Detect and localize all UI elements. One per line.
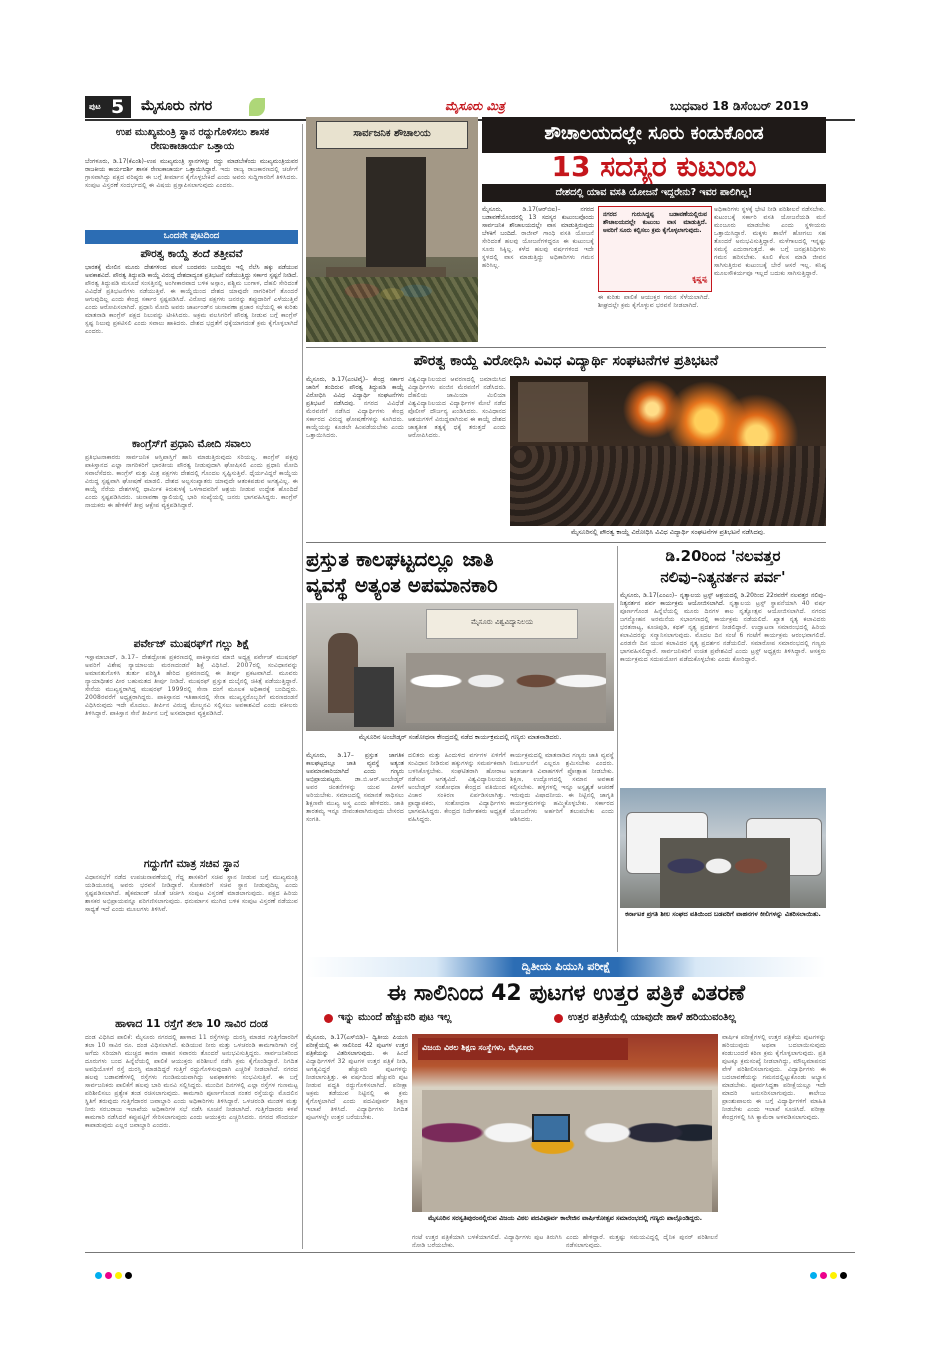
lectern <box>354 667 394 727</box>
exam-body-3: ಎಂದು ಹೇಳಿದ್ದಾರೆ. ಮತ್ತಷ್ಟು ಸಮಯವಿದ್ದಲ್ಲಿ ದೈನಿಕ ಪುನರ್ ಪರಿಶೀಲನೆ ನಡೆಸಲಾಗುವುದು. <box>566 1234 718 1249</box>
left-body-1-filler: ಪೌರತ್ವ ತಿದ್ದುಪಡಿ ಮಸೂದೆ ಸಂಸತ್ತಿನಲ್ಲಿ ಅಂಗೀಕಾರವಾದ ಬಳಿಕ ಅಸ್ಸಾಂ, ಪಶ್ಚಿಮ ಬಂಗಾಳ, ದೆಹಲಿ ಸೇರಿದಂತೆ ವಿವಿಧೆಡೆ ಪ್ರತಿಭಟನೆಗಳು ನಡೆಯುತ್ತಿವೆ. ಈ ಕಾಯ್ದೆಯಿಂದ ದೇಶದ ಯಾವುದೇ ನಾಗರಿಕರಿಗೆ ತೊಂದರೆ ಆಗುವುದಿಲ್ಲ ಎಂದು ಕೇಂದ್ರ ಸರ್ಕಾರ ಸ್ಪಷ್ಟಪಡಿಸಿದೆ. ವಿರೋಧ ಪಕ್ಷಗಳು ಜನರನ್ನು ತಪ್ಪುದಾರಿಗೆ ಎಳೆಯುತ್ತಿವೆ ಎಂದು ಆರೋಪಿಸಲಾಗಿದೆ. ಪ್ರಧಾನಿ ಮೋದಿ ಅವರು ಜಾರ್ಖಂಡ್‌ನ ಚುನಾವಣಾ ಪ್ರಚಾರ ಸಭೆಯಲ್ಲಿ ಈ ಕುರಿತು ಮಾತನಾಡಿ ಕಾಂಗ್ರೆಸ್ ಪಕ್ಷದ ನಿಲುವನ್ನು ಟೀಕಿಸಿದರು. ಅಕ್ರಮ ವಲಸಿಗರಿಗೆ ಪೌರತ್ವ ನೀಡುವ ಬಗ್ಗೆ ಕಾಂಗ್ರೆಸ್ ಸ್ಪಷ್ಟ ನಿಲುವು ಪ್ರಕಟಿಸಲಿ ಎಂದು ಸವಾಲು ಹಾಕಿದರು. ದೇಶದ ಭದ್ರತೆಗೆ ಧಕ್ಕೆಯಾಗದಂತೆ ಕ್ರಮ ಕೈಗೊಳ್ಳಲಾಗಿದೆ ಎಂದರು. <box>85 280 298 335</box>
left-body-1-text: ಭಾರತಕ್ಕೆ ಮೇಲಿನ ಮೂರು ದೇಶಗಳಿಂದ ವಲಸೆ ಬಂದವರು ಬಂದಿದ್ದರು ಇಲ್ಲಿ ನೆಲೆಸಿ ಹಕ್ಕು ಪಡೆಯುವ ಅವಕಾಶವಿದೆ. ಪೌರತ್ವ ತಿದ್ದುಪಡಿ ಕಾಯ್ದೆ ವಿರುದ್ಧ ದೇಶದಾದ್ಯಂತ ಪ್ರತಿಭಟನೆ ನಡೆಯುತ್ತಿದ್ದು ಸರ್ಕಾರ ಸ್ಪಷ್ಟನೆ ನೀಡಿದೆ. <box>85 264 298 279</box>
exam-body-1 <box>306 1034 408 1249</box>
festival-headline-2: ನಲಿವು–ನಿತ್ಯನರ್ತನ ಪರ್ವ' <box>660 568 786 586</box>
top-story-headline-2: 13 ಸದಸ್ಯರ ಕುಟುಂಬ <box>551 150 757 183</box>
caste-caption: ಮೈಸೂರಿನ ಅಂಬೇಡ್ಕರ್ ಸಂಶೋಧನಾ ಕೇಂದ್ರದಲ್ಲಿ ನಡೆದ ಕಾರ್ಯಕ್ರಮದಲ್ಲಿ ಗಣ್ಯರು ಮಾತನಾಡಿದರು. <box>358 733 562 741</box>
palm-leaves <box>306 277 478 342</box>
page-label: ಪುಟ <box>89 102 101 111</box>
exam-body-text: ಮೈಸೂರು, ಡಿ.17(ಎಸ್‌ಬಿಡಿ)– ದ್ವಿತೀಯ ಪಿಯುಸಿ ಪರೀಕ್ಷೆಯಲ್ಲಿ ಈ ಸಾಲಿನಿಂದ 42 ಪುಟಗಳ ಉತ್ತರ ಪತ್ರಿಕೆಯನ್ನು ವಿತರಿಸಲಾಗುವುದು. <box>306 1034 408 1057</box>
top-story-quote-by: ಕೃಷ್ಣಪ್ಪ <box>692 275 707 283</box>
top-story-rule <box>306 347 826 348</box>
caste-event-photo <box>306 603 614 731</box>
laptop-screen <box>532 1114 570 1142</box>
top-story-quote-box <box>598 206 712 292</box>
continued-banner <box>85 230 298 244</box>
left-top-body-text: ಬೆಂಗಳೂರು, ಡಿ.17(ಕೆಎಂಶಿ)–ಉಪ ಮುಖ್ಯಮಂತ್ರಿ ಸ್ಥಾನಗಳನ್ನು ರದ್ದು ಮಾಡಬೇಕೆಂದು ಮುಖ್ಯಮಂತ್ರಿಯವರ ರಾಜಕೀಯ ಕಾರ್ಯದರ್ಶಿ ಶಾಸಕ ರೇಣುಕಾಚಾರ್ಯ ಒತ್ತಾಯಿಸಿದ್ದಾರೆ. <box>85 158 298 173</box>
top-story-body-1 <box>482 206 594 346</box>
left-body-1 <box>85 264 298 434</box>
protest-body-1 <box>306 376 404 538</box>
festival-body-filler: ನೃತ್ಯಾಲಯ ಟ್ರಸ್ಟ್ ಸ್ಥಾಪನೆಯಾಗಿ 40 ವರ್ಷ ಪೂರ್ಣಗೊಂಡ ಹಿನ್ನೆಲೆಯಲ್ಲಿ ಮೂರು ದಿನಗಳ ಕಾಲ ನೃತ್ಯೋತ್ಸವ ಆಯೋಜಿಸಲಾಗಿದೆ. ನಗರದ ಜಗನ್ಮೋಹನ ಅರಮನೆಯ ಸಭಾಂಗಣದಲ್ಲಿ ಕಾರ್ಯಕ್ರಮ ನಡೆಯಲಿದೆ. ಖ್ಯಾತ ನೃತ್ಯ ಕಲಾವಿದರು ಭರತನಾಟ್ಯ, ಕೂಚಿಪುಡಿ, ಕಥಕ್ ನೃತ್ಯ ಪ್ರದರ್ಶನ ನೀಡಲಿದ್ದಾರೆ. ಉದ್ಘಾಟನಾ ಸಮಾರಂಭದಲ್ಲಿ ಹಿರಿಯ ಕಲಾವಿದರನ್ನು ಸನ್ಮಾನಿಸಲಾಗುವುದು. ಮೊದಲ ದಿನ ಸಂಜೆ 6 ಗಂಟೆಗೆ ಕಾರ್ಯಕ್ರಮ ಆರಂಭವಾಗಲಿದೆ. ಎರಡನೇ ದಿನ ಯುವ ಕಲಾವಿದರ ನೃತ್ಯ ಪ್ರದರ್ಶನ ನಡೆಯಲಿದೆ. ಸಮಾರೋಪ ಸಮಾರಂಭದಲ್ಲಿ ಗಣ್ಯರು ಭಾಗವಹಿಸಲಿದ್ದಾರೆ. ಸಾರ್ವಜನಿಕರಿಗೆ ಉಚಿತ ಪ್ರವೇಶವಿದೆ ಎಂದು ಟ್ರಸ್ಟ್ ಅಧ್ಯಕ್ಷರು ತಿಳಿಸಿದ್ದಾರೆ. ಆಸಕ್ತರು ಕಾರ್ಯಕ್ರಮದ ಸದುಪಯೋಗ ಪಡೆದುಕೊಳ್ಳಬೇಕು ಎಂದು ಕೋರಿದ್ದಾರೆ. <box>620 600 826 663</box>
left-body-5: ದಂಡ ವಿಧಿಸಿದ ಪಾಲಿಕೆ: ಮೈಸೂರು ನಗರದಲ್ಲಿ ಹಾಳಾದ 11 ರಸ್ತೆಗಳನ್ನು ದುರಸ್ತಿ ಮಾಡದ ಗುತ್ತಿಗೆದಾರರಿಗೆ ತಲಾ 10 ಸಾವಿರ ರೂ. ದಂಡ ವಿಧಿಸಲಾಗಿದೆ. ಕುಡಿಯುವ ನೀರು ಮತ್ತು ಒಳಚರಂಡಿ ಕಾಮಗಾರಿಗಾಗಿ ರಸ್ತೆ ಅಗೆದು ಸರಿಯಾಗಿ ಮುಚ್ಚದ ಕಾರಣ ವಾಹನ ಸವಾರರು ತೊಂದರೆ ಅನುಭವಿಸುತ್ತಿದ್ದರು. ಸಾರ್ವಜನಿಕರಿಂದ ದೂರುಗಳು ಬಂದ ಹಿನ್ನೆಲೆಯಲ್ಲಿ ಪಾಲಿಕೆ ಆಯುಕ್ತರು ಪರಿಶೀಲನೆ ನಡೆಸಿ ಕ್ರಮ ಕೈಗೊಂಡಿದ್ದಾರೆ. ನಿಗದಿತ ಅವಧಿಯೊಳಗೆ ರಸ್ತೆ ದುರಸ್ತಿ ಮಾಡದಿದ್ದರೆ ಗುತ್ತಿಗೆ ರದ್ದುಗೊಳಿಸುವುದಾಗಿ ಎಚ್ಚರಿಕೆ ನೀಡಲಾಗಿದೆ. ನಗರದ ಹಲವು ಬಡಾವಣೆಗಳಲ್ಲಿ ರಸ್ತೆಗಳು ಗುಂಡಿಮಯವಾಗಿದ್ದು ಅಪಘಾತಗಳು ಸಂಭವಿಸುತ್ತಿವೆ. ಈ ಬಗ್ಗೆ ಸಾರ್ವಜನಿಕರು ಪಾಲಿಕೆಗೆ ಹಲವು ಬಾರಿ ಮನವಿ ಸಲ್ಲಿಸಿದ್ದರು. ಮುಂದಿನ ದಿನಗಳಲ್ಲಿ ಎಲ್ಲಾ ರಸ್ತೆಗಳ ಗುಣಮಟ್ಟ ಪರಿಶೀಲಿಸಲು ಪ್ರತ್ಯೇಕ ತಂಡ ರಚಿಸಲಾಗುವುದು. ಕಾಮಗಾರಿ ಪೂರ್ಣಗೊಂಡ ನಂತರ ರಸ್ತೆಯನ್ನು ಮೊದಲಿನ ಸ್ಥಿತಿಗೆ ತರುವುದು ಗುತ್ತಿಗೆದಾರರ ಜವಾಬ್ದಾರಿ ಎಂದು ಅಧಿಕಾರಿಗಳು ತಿಳಿಸಿದ್ದಾರೆ. ಒಳಚರಂಡಿ ಮಂಡಳಿ ಮತ್ತು ನೀರು ಸರಬರಾಜು ಇಲಾಖೆಯ ಅಧಿಕಾರಿಗಳ ಸಭೆ ನಡೆಸಿ ಸೂಚನೆ ನೀಡಲಾಗಿದೆ. ಗುತ್ತಿಗೆದಾರರು ಕಳಪೆ ಕಾಮಗಾರಿ ನಡೆಸಿದರೆ ಕಪ್ಪುಪಟ್ಟಿಗೆ ಸೇರಿಸಲಾಗುವುದು ಎಂದು ಆಯುಕ್ತರು ಎಚ್ಚರಿಸಿದರು. ನಗರದ ಸೌಂದರ್ಯ ಕಾಪಾಡುವುದು ಎಲ್ಲರ ಜವಾಬ್ದಾರಿ ಎಂದರು. <box>85 1034 298 1129</box>
caste-body-2: ದಲಿತರು ಮತ್ತು ಹಿಂದುಳಿದ ವರ್ಗಗಳ ಏಳಿಗೆಗೆ ಸಂವಿಧಾನ ನೀಡಿರುವ ಹಕ್ಕುಗಳನ್ನು ಸಮರ್ಪಕವಾಗಿ ಬಳಸಿಕೊಳ್ಳಬೇಕು. ಸಂಘಟಿತರಾಗಿ ಹೋರಾಟ ನಡೆಸುವ ಅಗತ್ಯವಿದೆ. ವಿಶ್ವವಿದ್ಯಾನಿಲಯದ ಅಂಬೇಡ್ಕರ್ ಸಂಶೋಧನಾ ಕೇಂದ್ರದ ವತಿಯಿಂದ ವಿಚಾರ ಸಂಕಿರಣ ಏರ್ಪಡಿಸಲಾಗಿತ್ತು. ಪ್ರಾಧ್ಯಾಪಕರು, ಸಂಶೋಧನಾ ವಿದ್ಯಾರ್ಥಿಗಳು ಭಾಗವಹಿಸಿದ್ದರು. ಕೇಂದ್ರದ ನಿರ್ದೇಶಕರು ಅಧ್ಯಕ್ಷತೆ ವಹಿಸಿದ್ದರು. <box>408 752 506 823</box>
vehicle-handover-photo <box>620 788 826 908</box>
bullet-2-dot <box>554 1014 563 1023</box>
reg-dot-cyan <box>810 1272 817 1279</box>
exam-photo-banner <box>418 1038 628 1060</box>
left-body-2: ಪ್ರತಿಭಟನಾಕಾರರು ಸಾರ್ವಜನಿಕ ಆಸ್ತಿಪಾಸ್ತಿಗೆ ಹಾನಿ ಮಾಡುತ್ತಿರುವುದು ಸರಿಯಲ್ಲ. ಕಾಂಗ್ರೆಸ್ ಪಕ್ಷವು ಪಾಕಿಸ್ತಾನದ ಎಲ್ಲಾ ನಾಗರಿಕರಿಗೆ ಭಾರತೀಯ ಪೌರತ್ವ ನೀಡುವುದಾಗಿ ಘೋಷಿಸಲಿ ಎಂದು ಪ್ರಧಾನಿ ಮೋದಿ ಸವಾಲೆಸೆದರು. ಕಾಂಗ್ರೆಸ್ ಮತ್ತು ಮಿತ್ರ ಪಕ್ಷಗಳು ದೇಶದಲ್ಲಿ ಗೊಂದಲ ಸೃಷ್ಟಿಸುತ್ತಿವೆ. ಧೈರ್ಯವಿದ್ದರೆ ಕಾಯ್ದೆಯ ವಿರುದ್ಧ ಸ್ಪಷ್ಟವಾಗಿ ಘೋಷಣೆ ಮಾಡಲಿ. ದೇಶದ ಅಲ್ಪಸಂಖ್ಯಾತರು ಯಾವುದೇ ಆತಂಕಪಡುವ ಅಗತ್ಯವಿಲ್ಲ. ಈ ಕಾಯ್ದೆ ನೆರೆಯ ದೇಶಗಳಲ್ಲಿ ಧಾರ್ಮಿಕ ಕಿರುಕುಳಕ್ಕೆ ಒಳಗಾದವರಿಗೆ ಆಶ್ರಯ ನೀಡುವ ಉದ್ದೇಶ ಹೊಂದಿದೆ ಎಂದು ಸ್ಪಷ್ಟಪಡಿಸಿದರು. ಚುನಾವಣಾ ರ‍್ಯಾಲಿಯಲ್ಲಿ ಭಾರಿ ಸಂಖ್ಯೆಯಲ್ಲಿ ಜನರು ಭಾಗವಹಿಸಿದ್ದರು. ಕಾಂಗ್ರೆಸ್ ನಾಯಕರು ಈ ಹೇಳಿಕೆಗೆ ತೀವ್ರ ಆಕ್ಷೇಪ ವ್ಯಕ್ತಪಡಿಸಿದ್ದಾರೆ. <box>85 454 298 509</box>
top-story-headline-1: ಶೌಚಾಲಯದಲ್ಲೇ ಸೂರು ಕಂಡುಕೊಂಡ <box>544 123 764 144</box>
exam-caption: ಮೈಸೂರಿನ ಸರಸ್ವತಿಪುರಂನಲ್ಲಿರುವ ವಿಜಯ ವಿಠಲ ಪದವಿಪೂರ್ವ ಕಾಲೇಜಿನ ವಾರ್ಷಿಕೋತ್ಸವ ಸಮಾರಂಭದಲ್ಲಿ ಗಣ್ಯರು ಪಾಲ್ಗೊಂಡಿದ್ದರು. <box>427 1214 703 1222</box>
top-story-body-3: ಅಧಿಕಾರಿಗಳು ಸ್ಥಳಕ್ಕೆ ಭೇಟಿ ನೀಡಿ ಪರಿಶೀಲನೆ ನಡೆಸಬೇಕು. ಕುಟುಂಬಕ್ಕೆ ಸರ್ಕಾರಿ ವಸತಿ ಯೋಜನೆಯಡಿ ಮನೆ ಮಂಜೂರು ಮಾಡಬೇಕು ಎಂದು ಸ್ಥಳೀಯರು ಒತ್ತಾಯಿಸಿದ್ದಾರೆ. ಮಕ್ಕಳು ಶಾಲೆಗೆ ಹೋಗಲು ಸಹ ತೊಂದರೆ ಅನುಭವಿಸುತ್ತಿದ್ದಾರೆ. ಮಳೆಗಾಲದಲ್ಲಿ ಇನ್ನಷ್ಟು ಸಮಸ್ಯೆ ಎದುರಾಗುತ್ತದೆ. ಈ ಬಗ್ಗೆ ಜನಪ್ರತಿನಿಧಿಗಳು ಗಮನ ಹರಿಸಬೇಕು. ಕೂಲಿ ಕೆಲಸ ಮಾಡಿ ಜೀವನ ಸಾಗಿಸುತ್ತಿರುವ ಕುಟುಂಬಕ್ಕೆ ಬೇರೆ ಆಸರೆ ಇಲ್ಲ. ಕನಿಷ್ಠ ಮೂಲಸೌಕರ್ಯವೂ ಇಲ್ಲದೆ ಬದುಕು ಸಾಗಿಸುತ್ತಿದ್ದಾರೆ. <box>714 206 826 277</box>
protest-caption: ಮೈಸೂರಿನಲ್ಲಿ ಪೌರತ್ವ ಕಾಯ್ದೆ ವಿರೋಧಿಸಿ ವಿವಿಧ ವಿದ್ಯಾರ್ಥಿ ಸಂಘಟನೆಗಳ ಪ್ರತಿಭಟನೆ ನಡೆಸಿದವು. <box>570 528 766 536</box>
protest-building <box>518 382 588 442</box>
top-story-quote: ನಗರದ ಗುರುಸಿದ್ದಪ್ಪ ಬಡಾವಣೆಯಲ್ಲಿರುವ ಶೌಚಾಲಯದಲ್ಲೇ ಕುಟುಂಬ ವಾಸ ಮಾಡುತ್ತಿದೆ. ಅವರಿಗೆ ಸೂರು ಕಲ್ಪಿಸಲು ಕ್ರಮ ಕೈಗೊಳ್ಳಲಾಗುವುದು. <box>603 211 707 234</box>
reg-dot-yellow <box>830 1272 837 1279</box>
reg-dot-black <box>840 1272 847 1279</box>
festival-caption: ಕರ್ನಾಟಕ ಪ್ರಗತಿ ಶೀಲ ಸಂಘದ ವತಿಯಿಂದ ಬಡವರಿಗೆ ವಾಹನಗಳ ಕೀಲಿಗಳನ್ನು ವಿತರಿಸಲಾಯಿತು. <box>625 910 821 918</box>
stage-banner-text: ಮೈಸೂರು ವಿಶ್ವವಿದ್ಯಾನಿಲಯ <box>470 618 533 626</box>
top-story-body-filler-1: ರಾಜೀವ್ ಗಾಂಧಿ ವಸತಿ ಯೋಜನೆ ಸೇರಿದಂತೆ ಹಲವು ಯೋಜನೆಗಳಿದ್ದರೂ ಈ ಕುಟುಂಬಕ್ಕೆ ಸೂರು ಸಿಕ್ಕಿಲ್ಲ. ಕಳೆದ ಹಲವು ವರ್ಷಗಳಿಂದ ಇದೇ ಸ್ಥಳದಲ್ಲಿ ವಾಸ ಮಾಡುತ್ತಿದ್ದು ಅಧಿಕಾರಿಗಳು ಗಮನ ಹರಿಸಿಲ್ಲ. <box>482 230 594 269</box>
continued-banner-label: ಒಂದನೇ ಪುಟದಿಂದ <box>163 231 220 241</box>
top-story-body-text: ಮೈಸೂರು, ಡಿ.17(ಆರ್‌ಬಿಐ)– ನಗರದ ಬಡಾವಣೆಯೊಂದರಲ್ಲಿ 13 ಸದಸ್ಯರ ಕುಟುಂಬವೊಂದು ಸಾರ್ವಜನಿಕ ಶೌಚಾಲಯದಲ್ಲೇ ವಾಸ ಮಾಡುತ್ತಿರುವುದು ಬೆಳಕಿಗೆ ಬಂದಿದೆ. <box>482 206 594 237</box>
toilet-sign-text: ಸಾರ್ವಜನಿಕ ಶೌಚಾಲಯ <box>353 128 431 139</box>
registration-marks-left <box>95 1272 135 1282</box>
left-subhead-2: ಕಾಂಗ್ರೆಸ್‌ಗೆ ಪ್ರಧಾನಿ ಮೋದಿ ಸವಾಲು <box>131 438 252 450</box>
protest-body-2: ವಿಶ್ವವಿದ್ಯಾನಿಲಯದ ಆವರಣದಲ್ಲಿ ಜಮಾಯಿಸಿದ ವಿದ್ಯಾರ್ಥಿಗಳು ಪಂಜಿನ ಮೆರವಣಿಗೆ ನಡೆಸಿದರು. ದೆಹಲಿಯ ಜಾಮಿಯಾ ಮಿಲಿಯಾ ವಿಶ್ವವಿದ್ಯಾನಿಲಯದ ವಿದ್ಯಾರ್ಥಿಗಳ ಮೇಲೆ ನಡೆದ ಪೊಲೀಸ್ ದೌರ್ಜನ್ಯ ಖಂಡಿಸಿದರು. ಸಂವಿಧಾನದ ಆಶಯಗಳಿಗೆ ವಿರುದ್ಧವಾಗಿರುವ ಈ ಕಾಯ್ದೆ ದೇಶದ ಜಾತ್ಯತೀತ ತತ್ವಕ್ಕೆ ಧಕ್ಕೆ ತರುತ್ತದೆ ಎಂದು ಆರೋಪಿಸಿದರು. <box>408 376 506 439</box>
left-column <box>85 124 298 1224</box>
toilet-family-photo <box>306 117 478 342</box>
protest-headline: ಪೌರತ್ವ ಕಾಯ್ದೆ ವಿರೋಧಿಸಿ ವಿವಿಧ ವಿದ್ಯಾರ್ಥಿ ಸಂಘಟನೆಗಳ ಪ್ರತಿಭಟನೆ <box>413 353 719 369</box>
caste-body-text: ಮೈಸೂರು, ಡಿ.17– ಪ್ರಸ್ತುತ ಜಾಗತಿಕ ಕಾಲಘಟ್ಟದಲ್ಲೂ ಜಾತಿ ವ್ಯವಸ್ಥೆ ಅತ್ಯಂತ ಅಪಮಾನಕಾರಿಯಾಗಿದೆ ಎಂದು ಗಣ್ಯರು ಅಭಿಪ್ರಾಯಪಟ್ಟರು. <box>306 752 404 783</box>
left-top-body-filler: ಇದು ರಾಜ್ಯ ರಾಜಕಾರಣದಲ್ಲಿ ಚರ್ಚೆಗೆ ಗ್ರಾಸವಾಗಿದ್ದು ಪಕ್ಷದ ವರಿಷ್ಠರು ಈ ಬಗ್ಗೆ ತೀರ್ಮಾನ ಕೈಗೊಳ್ಳಬೇಕಿದೆ ಎಂದು ಅವರು ಸುದ್ದಿಗಾರರಿಗೆ ತಿಳಿಸಿದರು. ಸಂಪುಟ ವಿಸ್ತರಣೆ ಸಂದರ್ಭದಲ್ಲಿ ಈ ವಿಷಯ ಪ್ರಸ್ತಾಪಿಸಲಾಗುವುದು ಎಂದರು. <box>85 166 298 189</box>
protest-body-text: ಮೈಸೂರು, ಡಿ.17(ಎಂಟಿವೈ)– ಕೇಂದ್ರ ಸರ್ಕಾರ ಜಾರಿಗೆ ತಂದಿರುವ ಪೌರತ್ವ ತಿದ್ದುಪಡಿ ಕಾಯ್ದೆ ವಿರೋಧಿಸಿ ವಿವಿಧ ವಿದ್ಯಾರ್ಥಿ ಸಂಘಟನೆಗಳು ಪ್ರತಿಭಟನೆ ನಡೆಸಿದವು. <box>306 376 404 407</box>
protest-headline-bar <box>306 350 826 372</box>
page-number-badge <box>85 96 131 118</box>
bullet-1-dot <box>324 1014 333 1023</box>
caste-headline-1: ಪ್ರಸ್ತುತ ಕಾಲಘಟ್ಟದಲ್ಲೂ ಜಾತಿ <box>306 547 494 571</box>
exam-body-4: ವಾರ್ಷಿಕ ಪರೀಕ್ಷೆಗಳಲ್ಲಿ ಉತ್ತರ ಪತ್ರಿಕೆಯ ಪುಟಗಳನ್ನು ಹರಿಯುವುದು ಅಥವಾ ಬದಲಾಯಿಸುವುದು ಕಂಡುಬಂದರೆ ಕಠಿಣ ಕ್ರಮ ಕೈಗೊಳ್ಳಲಾಗುವುದು. ಪ್ರತಿ ಪುಟಕ್ಕೂ ಕ್ರಮಸಂಖ್ಯೆ ನೀಡಲಾಗಿದ್ದು, ಮೌಲ್ಯಮಾಪನದ ವೇಳೆ ಪರಿಶೀಲಿಸಲಾಗುವುದು. ವಿದ್ಯಾರ್ಥಿಗಳು ಈ ಬದಲಾವಣೆಯನ್ನು ಗಮನದಲ್ಲಿಟ್ಟುಕೊಂಡು ಅಭ್ಯಾಸ ಮಾಡಬೇಕು. ಪೂರ್ವಸಿದ್ಧತಾ ಪರೀಕ್ಷೆಯಲ್ಲೂ ಇದೇ ಮಾದರಿ ಅನುಸರಿಸಲಾಗುವುದು. ಕಾಲೇಜು ಪ್ರಾಂಶುಪಾಲರು ಈ ಬಗ್ಗೆ ವಿದ್ಯಾರ್ಥಿಗಳಿಗೆ ಮಾಹಿತಿ ನೀಡಬೇಕು ಎಂದು ಇಲಾಖೆ ಸೂಚಿಸಿದೆ. ಪರೀಕ್ಷಾ ಕೇಂದ್ರಗಳಲ್ಲಿ ಸಿಸಿ ಕ್ಯಾಮೆರಾ ಅಳವಡಿಸಲಾಗುವುದು. <box>722 1034 826 1121</box>
top-story-banner <box>482 117 826 153</box>
left-subhead-4: ಗದ್ದುಗೆಗೆ ಮಾತ್ರ ಸಚಿವ ಸ್ಥಾನ <box>143 858 240 870</box>
page-number: 5 <box>111 96 125 118</box>
caste-body-1 <box>306 752 404 952</box>
left-subhead-3: ಪರ್ವೇಜ್ ಮುಷರಫ್‌ಗೆ ಗಲ್ಲು ಶಿಕ್ಷೆ <box>133 638 250 650</box>
section-decor <box>249 98 265 116</box>
top-story-subheading: ದೇಶದಲ್ಲಿ ಯಾವ ವಸತಿ ಯೋಜನೆ ಇದ್ದರೇನು? ಇವರ ಪಾಲಿಗಿಲ್ಲ! <box>555 187 753 198</box>
reg-dot-magenta <box>105 1272 112 1279</box>
left-subhead-1: ಪೌರತ್ವ ಕಾಯ್ದೆ ತಂದೆ ತತ್ತೀವವೆ <box>140 248 243 260</box>
exam-bullet-2: ಉತ್ತರ ಪತ್ರಿಕೆಯಲ್ಲಿ ಯಾವುದೇ ಹಾಳೆ ಹರಿಯುವಂತಿಲ್ಲ <box>568 1012 736 1023</box>
caste-headline-2: ವ್ಯವಸ್ಥೆ ಅತ್ಯಂತ ಅಪಮಾನಕಾರಿ <box>306 573 498 597</box>
caste-body-filler-1: ಡಾ.ಬಿ.ಆರ್.ಅಂಬೇಡ್ಕರ್ ಅವರ ಚಿಂತನೆಗಳನ್ನು ಯುವ ಪೀಳಿಗೆ ಅರಿಯಬೇಕು. ಸಮಾಜದಲ್ಲಿ ಸಮಾನತೆ ಸಾಧಿಸಲು ಶಿಕ್ಷಣವೇ ಮುಖ್ಯ ಅಸ್ತ್ರ ಎಂದು ಹೇಳಿದರು. ಜಾತಿ ತಾರತಮ್ಯ ಇನ್ನೂ ಜೀವಂತವಾಗಿರುವುದು ಬೇಸರದ ಸಂಗತಿ. <box>306 776 404 823</box>
reg-dot-black <box>125 1272 132 1279</box>
registration-marks-right <box>810 1272 850 1282</box>
section-title: ಮೈಸೂರು ನಗರ <box>141 98 213 114</box>
protest-rule <box>306 542 826 543</box>
caste-body-3: ಕಾರ್ಯಕ್ರಮದಲ್ಲಿ ಮಾತನಾಡಿದ ಗಣ್ಯರು ಜಾತಿ ವ್ಯವಸ್ಥೆ ನಿರ್ಮೂಲನೆಗೆ ಎಲ್ಲರೂ ಶ್ರಮಿಸಬೇಕು ಎಂದರು. ಅಂತರ್ಜಾತಿ ವಿವಾಹಗಳಿಗೆ ಪ್ರೋತ್ಸಾಹ ನೀಡಬೇಕು. ಶಿಕ್ಷಣ, ಉದ್ಯೋಗದಲ್ಲಿ ಸಮಾನ ಅವಕಾಶ ಕಲ್ಪಿಸಬೇಕು. ಹಳ್ಳಿಗಳಲ್ಲಿ ಇನ್ನೂ ಅಸ್ಪೃಶ್ಯತೆ ಆಚರಣೆ ಇರುವುದು ವಿಷಾದನೀಯ. ಈ ನಿಟ್ಟಿನಲ್ಲಿ ಜಾಗೃತಿ ಕಾರ್ಯಕ್ರಮಗಳನ್ನು ಹಮ್ಮಿಕೊಳ್ಳಬೇಕು. ಸರ್ಕಾರದ ಯೋಜನೆಗಳು ಅರ್ಹರಿಗೆ ತಲುಪಬೇಕು ಎಂದು ಆಶಿಸಿದರು. <box>510 752 614 823</box>
exam-body-filler-1: ಈ ಹಿಂದೆ ವಿದ್ಯಾರ್ಥಿಗಳಿಗೆ 32 ಪುಟಗಳ ಉತ್ತರ ಪತ್ರಿಕೆ ನೀಡಿ, ಅಗತ್ಯವಿದ್ದರೆ ಹೆಚ್ಚುವರಿ ಪುಟಗಳನ್ನು ನೀಡಲಾಗುತ್ತಿತ್ತು. ಈ ವರ್ಷದಿಂದ ಹೆಚ್ಚುವರಿ ಪುಟ ನೀಡುವ ಪದ್ಧತಿ ರದ್ದುಗೊಳಿಸಲಾಗಿದೆ. ಪರೀಕ್ಷಾ ಅಕ್ರಮ ತಡೆಯುವ ನಿಟ್ಟಿನಲ್ಲಿ ಈ ಕ್ರಮ ಕೈಗೊಳ್ಳಲಾಗಿದೆ ಎಂದು ಪದವಿಪೂರ್ವ ಶಿಕ್ಷಣ ಇಲಾಖೆ ತಿಳಿಸಿದೆ. ವಿದ್ಯಾರ್ಥಿಗಳು ನಿಗದಿತ ಪುಟಗಳಲ್ಲೇ ಉತ್ತರ ಬರೆಯಬೇಕು. <box>306 1050 408 1121</box>
protest-crowd <box>510 446 826 526</box>
exam-body-2: ಗಂಟೆ ಉತ್ತರ ಪತ್ರಿಕೆಯಾಗಿ ಬಳಕೆಯಾಗಲಿದೆ. ವಿದ್ಯಾರ್ಥಿಗಳು ಪುಟ ತಿರುಗಿಸಿ ನೋಡಿ ಬರೆಯಬೇಕು. <box>412 1234 562 1249</box>
stage-banner <box>426 609 578 639</box>
protest-body-filler-1: ನಗರದ ವಿವಿಧೆಡೆ ಮೆರವಣಿಗೆ ನಡೆಸಿದ ವಿದ್ಯಾರ್ಥಿಗಳು ಕೇಂದ್ರ ಸರ್ಕಾರದ ವಿರುದ್ಧ ಘೋಷಣೆಗಳನ್ನು ಕೂಗಿದರು. ಕಾಯ್ದೆಯನ್ನು ಕೂಡಲೇ ಹಿಂಪಡೆಯಬೇಕು ಎಂದು ಒತ್ತಾಯಿಸಿದರು. <box>306 400 404 439</box>
protest-torch-photo <box>510 376 826 526</box>
top-story-body-2: ಈ ಕುರಿತು ಪಾಲಿಕೆ ಆಯುಕ್ತರ ಗಮನ ಸೆಳೆಯಲಾಗಿದೆ. ಶೀಘ್ರದಲ್ಲೇ ಕ್ರಮ ಕೈಗೊಳ್ಳುವ ಭರವಸೆ ನೀಡಲಾಗಿದೆ. <box>598 294 710 309</box>
left-top-body <box>85 158 298 226</box>
caste-festival-divider <box>617 546 618 952</box>
top-story-subheading-bar <box>482 184 826 202</box>
exam-guests <box>422 1090 712 1212</box>
exam-headline: ಈ ಸಾಲಿನಿಂದ 42 ಪುಟಗಳ ಉತ್ತರ ಪತ್ರಿಕೆ ವಿತರಣೆ <box>387 981 745 1006</box>
left-top-headline: ಉಪ ಮುಖ್ಯಮಂತ್ರಿ ಸ್ಥಾನ ರದ್ದುಗೊಳಿಸಲು ಶಾಸಕ ರೇಣುಕಾಚಾರ್ಯ ಒತ್ತಾಯ <box>115 127 270 152</box>
reg-dot-magenta <box>820 1272 827 1279</box>
left-subhead-5: ಹಾಳಾದ 11 ರಸ್ತೆಗೆ ತಲಾ 10 ಸಾವಿರ ದಂಡ <box>115 1018 268 1030</box>
exam-photo-banner-text: ವಿಜಯ ವಿಠಲ ಶಿಕ್ಷಣ ಸಂಸ್ಥೆಗಳು, ಮೈಸೂರು <box>422 1043 534 1052</box>
toilet-signboard <box>316 121 468 149</box>
exam-event-photo <box>412 1034 718 1212</box>
festival-body <box>620 592 826 782</box>
handover-crowd <box>660 838 790 908</box>
reg-dot-yellow <box>115 1272 122 1279</box>
dais-guests <box>406 653 606 723</box>
paper-name: ಮೈಸೂರು ಮಿತ್ರ <box>445 99 505 113</box>
exam-kicker-bar <box>306 957 826 977</box>
reg-dot-cyan <box>95 1272 102 1279</box>
toilet-doorway <box>366 157 426 277</box>
festival-body-text: ಮೈಸೂರು, ಡಿ.17(ಎಂಎಂ)– ನೃತ್ಯಾಲಯ ಟ್ರಸ್ಟ್ ಆಶ್ರಯದಲ್ಲಿ ಡಿ.20ರಿಂದ 22ರವರೆಗೆ ನಲವತ್ತರ ನಲಿವು–ನಿತ್ಯನರ್ತನ ಪರ್ವ ಕಾರ್ಯಕ್ರಮ ಆಯೋಜಿಸಲಾಗಿದೆ. <box>620 592 826 607</box>
left-column-divider <box>302 124 303 1249</box>
left-body-3: ಇಸ್ಲಾಮಾಬಾದ್, ಡಿ.17– ದೇಶದ್ರೋಹ ಪ್ರಕರಣದಲ್ಲಿ ಪಾಕಿಸ್ತಾನದ ಮಾಜಿ ಅಧ್ಯಕ್ಷ ಪರ್ವೇಜ್ ಮುಷರಫ್ ಅವರಿಗೆ ವಿಶೇಷ ನ್ಯಾಯಾಲಯ ಮರಣದಂಡನೆ ಶಿಕ್ಷೆ ವಿಧಿಸಿದೆ. 2007ರಲ್ಲಿ ಸಂವಿಧಾನವನ್ನು ಅಮಾನತುಗೊಳಿಸಿ ತುರ್ತು ಪರಿಸ್ಥಿತಿ ಹೇರಿದ ಪ್ರಕರಣದಲ್ಲಿ ಈ ತೀರ್ಪು ಪ್ರಕಟವಾಗಿದೆ. ಮೂವರು ನ್ಯಾಯಾಧೀಶರ ಪೀಠ ಬಹುಮತದ ತೀರ್ಪು ನೀಡಿದೆ. ಮುಷರಫ್ ಪ್ರಸ್ತುತ ದುಬೈನಲ್ಲಿ ಚಿಕಿತ್ಸೆ ಪಡೆಯುತ್ತಿದ್ದಾರೆ. ಸೇನೆಯ ಮುಖ್ಯಸ್ಥರಾಗಿದ್ದ ಮುಷರಫ್ 1999ರಲ್ಲಿ ಸೇನಾ ದಂಗೆ ಮೂಲಕ ಅಧಿಕಾರಕ್ಕೆ ಬಂದಿದ್ದರು. 2008ರವರೆಗೆ ಅಧ್ಯಕ್ಷರಾಗಿದ್ದರು. ಪಾಕಿಸ್ತಾನದ ಇತಿಹಾಸದಲ್ಲಿ ಸೇನಾ ಮುಖ್ಯಸ್ಥರೊಬ್ಬರಿಗೆ ಮರಣದಂಡನೆ ವಿಧಿಸಿರುವುದು ಇದೇ ಮೊದಲು. ತೀರ್ಪಿನ ವಿರುದ್ಧ ಮೇಲ್ಮನವಿ ಸಲ್ಲಿಸಲು ಅವಕಾಶವಿದೆ ಎಂದು ವಕೀಲರು ತಿಳಿಸಿದ್ದಾರೆ. ಪಾಕಿಸ್ತಾನ ಸೇನೆ ತೀರ್ಪಿನ ಬಗ್ಗೆ ಅಸಮಾಧಾನ ವ್ಯಕ್ತಪಡಿಸಿದೆ. <box>85 654 298 717</box>
masthead <box>85 96 855 118</box>
bottom-rule <box>85 1252 855 1253</box>
exam-bullets <box>306 1010 826 1028</box>
festival-headline-1: ಡಿ.20ರಿಂದ 'ನಲವತ್ತರ <box>665 547 781 565</box>
exam-kicker: ದ್ವಿತೀಯ ಪಿಯುಸಿ ಪರೀಕ್ಷೆ <box>521 960 611 973</box>
exam-bullet-1: ಇನ್ನು ಮುಂದೆ ಹೆಚ್ಚುವರಿ ಪುಟ ಇಲ್ಲ <box>338 1012 452 1023</box>
issue-date: ಬುಧವಾರ 18 ಡಿಸೆಂಬರ್ 2019 <box>670 99 809 113</box>
left-body-4: ವಿಧಾನಸಭೆಗೆ ನಡೆದ ಉಪಚುನಾವಣೆಯಲ್ಲಿ ಗೆದ್ದ ಶಾಸಕರಿಗೆ ಸಚಿವ ಸ್ಥಾನ ನೀಡುವ ಬಗ್ಗೆ ಮುಖ್ಯಮಂತ್ರಿ ಯಡಿಯೂರಪ್ಪ ಅವರು ಭರವಸೆ ನೀಡಿದ್ದಾರೆ. ಸೋತವರಿಗೆ ಸಚಿವ ಸ್ಥಾನ ನೀಡುವುದಿಲ್ಲ ಎಂದು ಸ್ಪಷ್ಟಪಡಿಸಲಾಗಿದೆ. ಹೈಕಮಾಂಡ್ ಜೊತೆ ಚರ್ಚಿಸಿ ಸಂಪುಟ ವಿಸ್ತರಣೆ ಮಾಡಲಾಗುವುದು. ಪಕ್ಷದ ಹಿರಿಯ ಶಾಸಕರ ಅಭಿಪ್ರಾಯವನ್ನೂ ಪರಿಗಣಿಸಲಾಗುವುದು. ಧನುರ್ಮಾಸ ಮುಗಿದ ಬಳಿಕ ಸಂಪುಟ ವಿಸ್ತರಣೆ ನಡೆಯುವ ಸಾಧ್ಯತೆ ಇದೆ ಎಂದು ಮೂಲಗಳು ತಿಳಿಸಿವೆ. <box>85 874 298 913</box>
